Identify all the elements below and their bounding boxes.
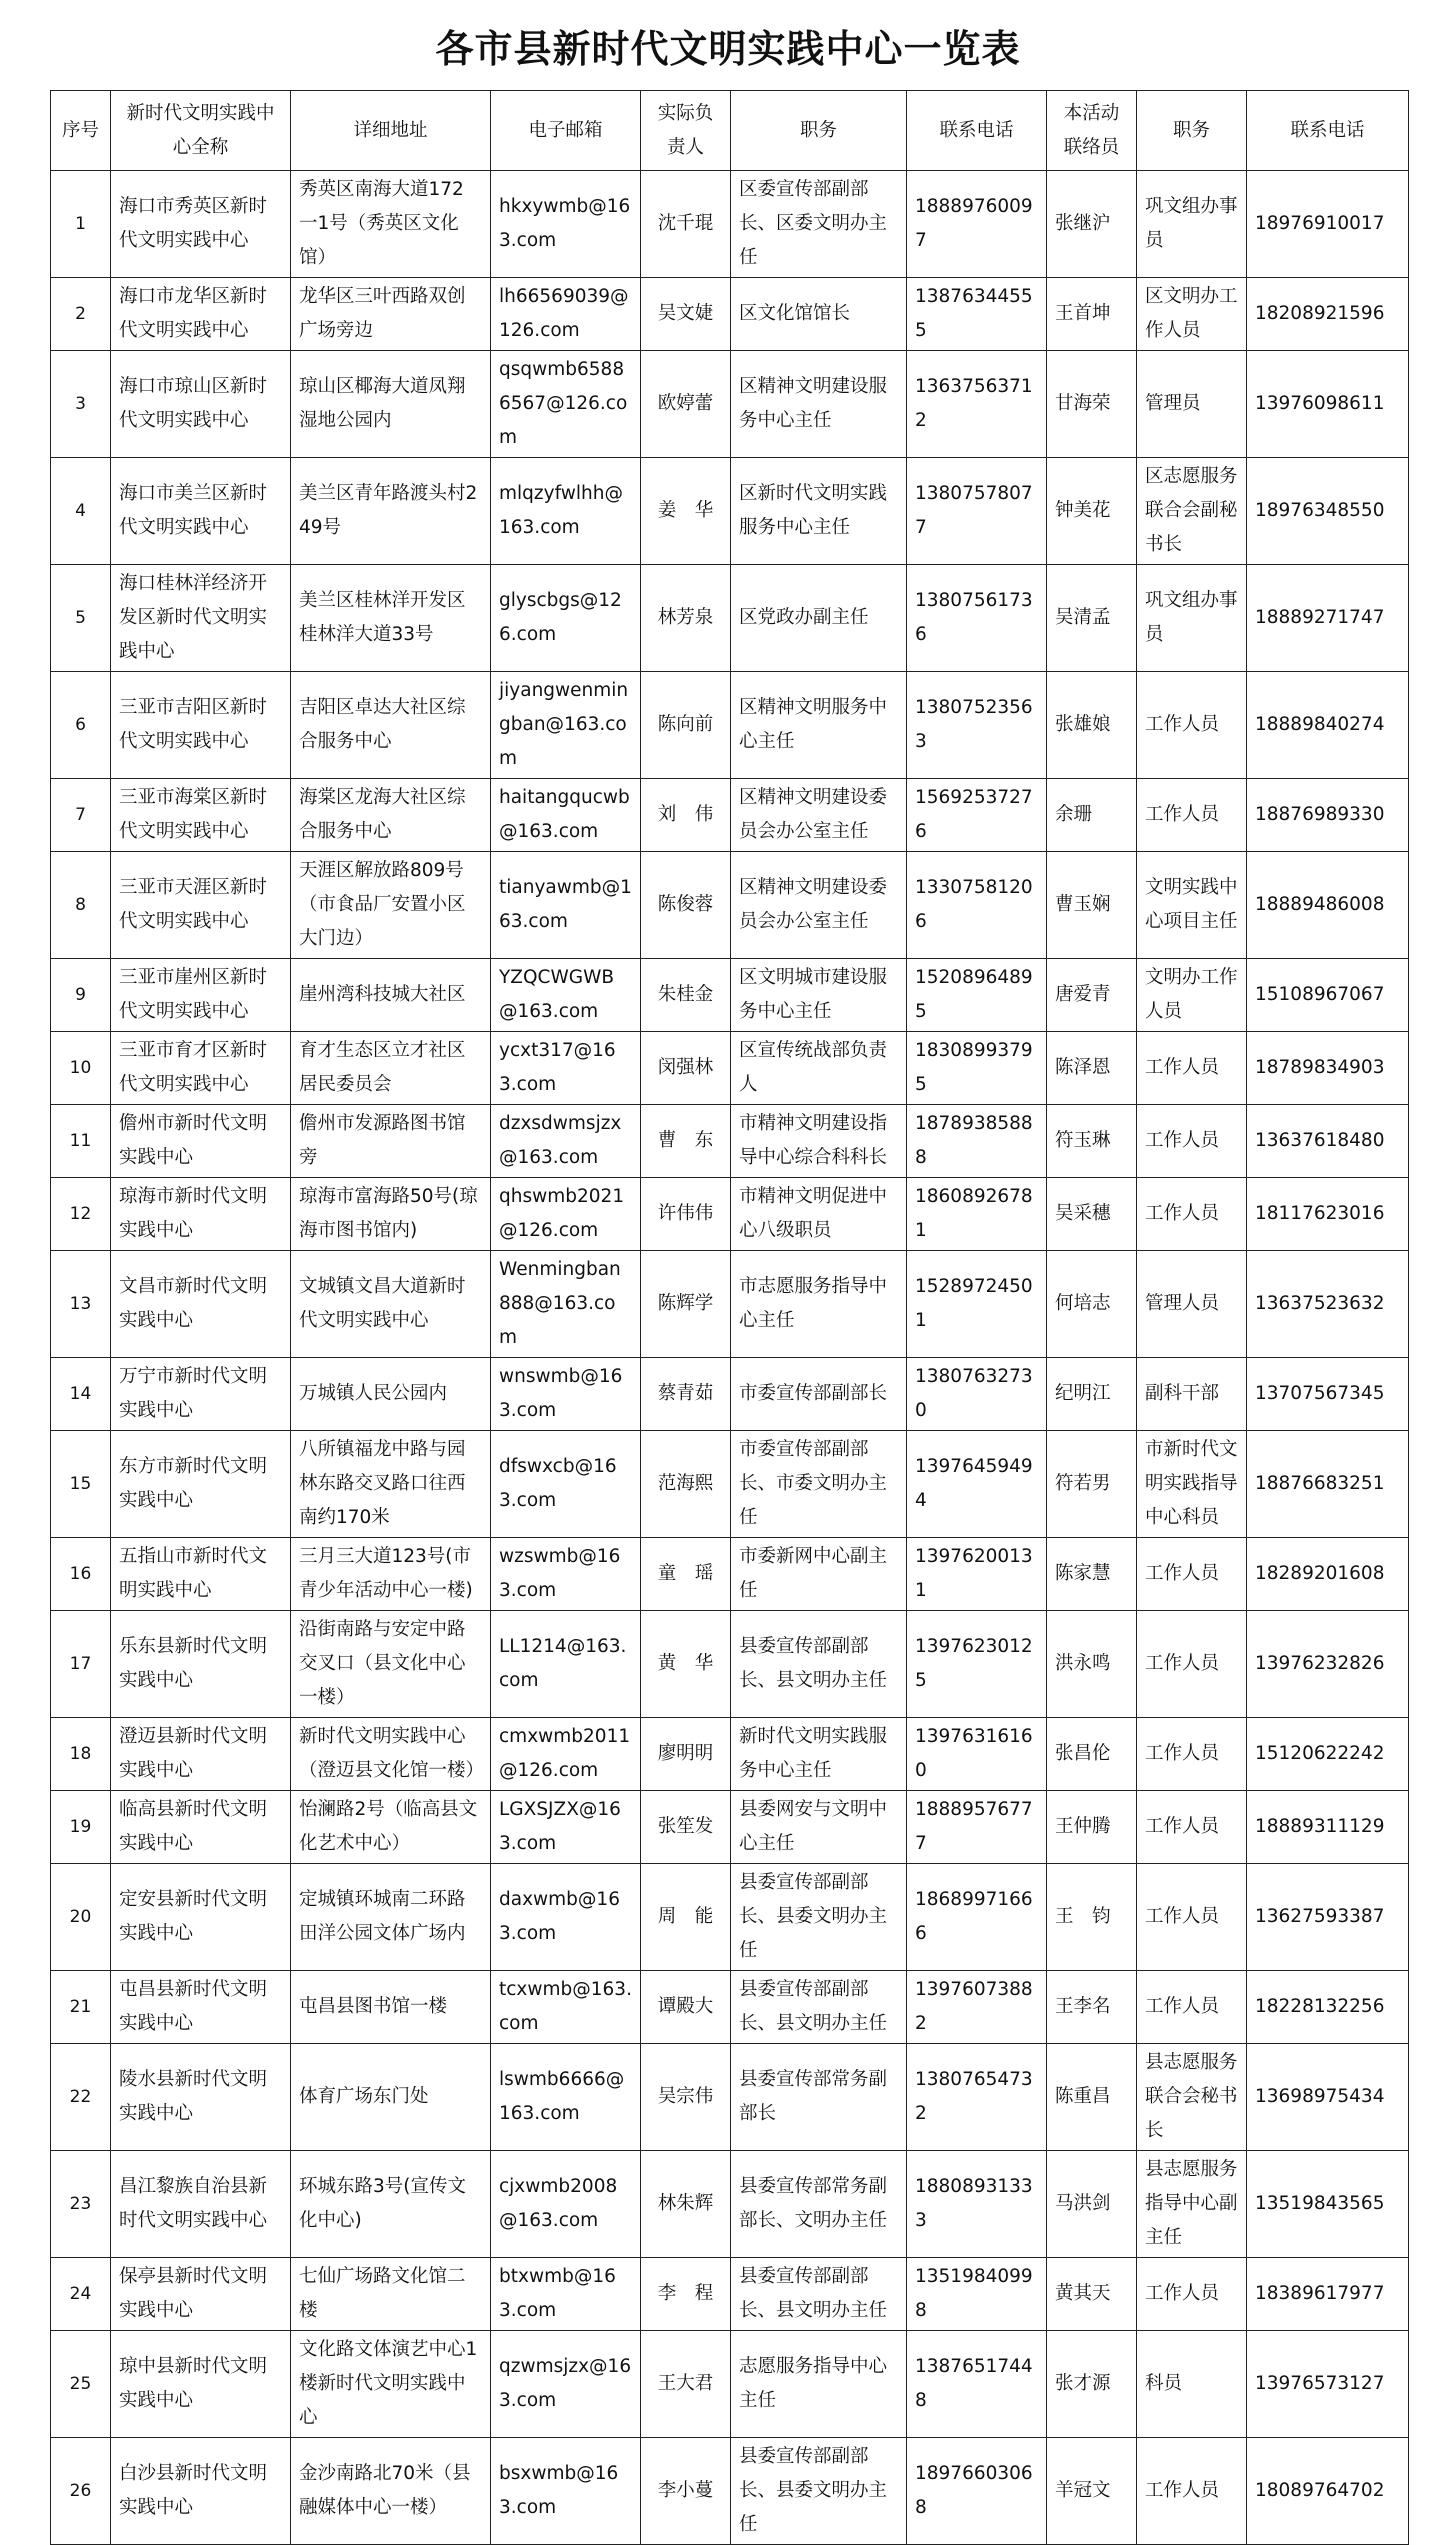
cell-liaison-phone: 18889840274 [1247,672,1409,779]
table-row [51,1791,1409,1864]
cell-address: 八所镇福龙中路与园林东路交叉路口往西南约170米 [291,1431,491,1538]
cell-liaison: 吴采穗 [1047,1178,1137,1251]
cell-liaison-phone: 18208921596 [1247,278,1409,351]
cell-person-in-charge: 姜 华 [641,458,731,565]
cell-address: 定城镇环城南二环路田洋公园文体广场内 [291,1864,491,1971]
cell-liaison-position: 县志愿服务指导中心副主任 [1137,2151,1247,2258]
cell-liaison-position: 工作人员 [1137,1178,1247,1251]
cell-liaison-position: 科员 [1137,2331,1247,2438]
cell-address: 儋州市发源路图书馆旁 [291,1105,491,1178]
cell-email: mlqzyfwlhh@163.com [491,458,641,565]
cell-liaison-position: 区志愿服务联合会副秘书长 [1137,458,1247,565]
cell-liaison-phone: 18976910017 [1247,171,1409,278]
cell-liaison-position: 工作人员 [1137,1032,1247,1105]
cell-email: jiyangwenmingban@163.com [491,672,641,779]
cell-index: 25 [51,2331,111,2438]
cell-index: 6 [51,672,111,779]
cell-index: 16 [51,1538,111,1611]
cell-liaison: 张继沪 [1047,171,1137,278]
cell-index: 10 [51,1032,111,1105]
cell-email: qzwmsjzx@163.com [491,2331,641,2438]
cell-center-name: 琼海市新时代文明实践中心 [111,1178,291,1251]
cell-email: lswmb6666@163.com [491,2044,641,2151]
table-row [51,278,1409,351]
table-row [51,2044,1409,2151]
cell-position: 市精神文明促进中心八级职员 [731,1178,907,1251]
cell-email: dzxsdwmsjzx@163.com [491,1105,641,1178]
header-row [51,91,1409,171]
cell-center-name: 海口市琼山区新时代文明实践中心 [111,351,291,458]
header-address: 详细地址 [291,91,491,171]
cell-person-in-charge: 蔡青茹 [641,1358,731,1431]
cell-phone: 18889760097 [907,171,1047,278]
cell-address: 崖州湾科技城大社区 [291,959,491,1032]
cell-position: 县委宣传部副部长、县委文明办主任 [731,2438,907,2545]
cell-address: 金沙南路北70米（县融媒体中心一楼） [291,2438,491,2545]
cell-liaison: 陈泽恩 [1047,1032,1137,1105]
cell-person-in-charge: 周 能 [641,1864,731,1971]
cell-position: 市志愿服务指导中心主任 [731,1251,907,1358]
table-row [51,959,1409,1032]
cell-phone: 13876344555 [907,278,1047,351]
cell-person-in-charge: 黄 华 [641,1611,731,1718]
cell-person-in-charge: 吴宗伟 [641,2044,731,2151]
cell-phone: 13807561736 [907,565,1047,672]
cell-liaison: 吴清孟 [1047,565,1137,672]
cell-phone: 18608926781 [907,1178,1047,1251]
cell-email: btxwmb@163.com [491,2258,641,2331]
cell-liaison: 王李名 [1047,1971,1137,2044]
cell-liaison-phone: 18976348550 [1247,458,1409,565]
cell-address: 天涯区解放路809号（市食品厂安置小区大门边） [291,852,491,959]
cell-center-name: 临高县新时代文明实践中心 [111,1791,291,1864]
cell-center-name: 海口市秀英区新时代文明实践中心 [111,171,291,278]
cell-person-in-charge: 童 瑶 [641,1538,731,1611]
table-row [51,672,1409,779]
cell-phone: 13976316160 [907,1718,1047,1791]
cell-liaison-position: 文明办工作人员 [1137,959,1247,1032]
header-liaison-phone: 联系电话 [1247,91,1409,171]
cell-liaison-position: 工作人员 [1137,672,1247,779]
cell-liaison-position: 巩文组办事员 [1137,565,1247,672]
table-row [51,1971,1409,2044]
cell-position: 县委宣传部副部长、县文明办主任 [731,1611,907,1718]
cell-address: 美兰区桂林洋开发区桂林洋大道33号 [291,565,491,672]
cell-address: 龙华区三叶西路双创广场旁边 [291,278,491,351]
cell-liaison-phone: 15120622242 [1247,1718,1409,1791]
cell-index: 14 [51,1358,111,1431]
cell-center-name: 海口市美兰区新时代文明实践中心 [111,458,291,565]
cell-liaison-position: 区文明办工作人员 [1137,278,1247,351]
cell-address: 琼山区椰海大道凤翔湿地公园内 [291,351,491,458]
cell-liaison-phone: 15108967067 [1247,959,1409,1032]
cell-index: 15 [51,1431,111,1538]
cell-email: qsqwmb65886567@126.com [491,351,641,458]
cell-center-name: 保亭县新时代文明实践中心 [111,2258,291,2331]
cell-address: 环城东路3号(宣传文化中心) [291,2151,491,2258]
cell-address: 吉阳区卓达大社区综合服务中心 [291,672,491,779]
cell-phone: 18976603068 [907,2438,1047,2545]
cell-center-name: 五指山市新时代文明实践中心 [111,1538,291,1611]
cell-person-in-charge: 沈千琨 [641,171,731,278]
cell-center-name: 三亚市吉阳区新时代文明实践中心 [111,672,291,779]
cell-liaison: 黄其天 [1047,2258,1137,2331]
cell-address: 三月三大道123号(市青少年活动中心一楼) [291,1538,491,1611]
cell-position: 县委宣传部副部长、县文明办主任 [731,1971,907,2044]
cell-liaison-phone: 18289201608 [1247,1538,1409,1611]
cell-liaison-position: 工作人员 [1137,1538,1247,1611]
cell-person-in-charge: 闵强林 [641,1032,731,1105]
header-liaison-position: 职务 [1137,91,1247,171]
cell-liaison: 钟美花 [1047,458,1137,565]
cell-liaison-phone: 18876989330 [1247,779,1409,852]
cell-phone: 13976073882 [907,1971,1047,2044]
header-person-in-charge: 实际负责人 [641,91,731,171]
cell-liaison: 陈家慧 [1047,1538,1137,1611]
cell-address: 七仙广场路文化馆二楼 [291,2258,491,2331]
cell-liaison-phone: 13698975434 [1247,2044,1409,2151]
cell-liaison: 马洪剑 [1047,2151,1137,2258]
cell-liaison: 羊冠文 [1047,2438,1137,2545]
header-email: 电子邮箱 [491,91,641,171]
cell-liaison: 纪明江 [1047,1358,1137,1431]
table-row [51,351,1409,458]
cell-position: 县委宣传部常务副部长 [731,2044,907,2151]
cell-address: 美兰区青年路渡头村249号 [291,458,491,565]
cell-person-in-charge: 王大君 [641,2331,731,2438]
cell-position: 市委宣传部副部长 [731,1358,907,1431]
cell-index: 22 [51,2044,111,2151]
cell-address: 育才生态区立才社区居民委员会 [291,1032,491,1105]
cell-email: bsxwmb@163.com [491,2438,641,2545]
cell-index: 1 [51,171,111,278]
cell-email: hkxywmb@163.com [491,171,641,278]
cell-liaison-phone: 18389617977 [1247,2258,1409,2331]
cell-address: 文城镇文昌大道新时代文明实践中心 [291,1251,491,1358]
cell-liaison-position: 工作人员 [1137,1105,1247,1178]
cell-liaison-position: 副科干部 [1137,1358,1247,1431]
cell-center-name: 昌江黎族自治县新时代文明实践中心 [111,2151,291,2258]
cell-email: tcxwmb@163.com [491,1971,641,2044]
cell-person-in-charge: 陈辉学 [641,1251,731,1358]
cell-liaison: 陈重昌 [1047,2044,1137,2151]
table-row [51,1358,1409,1431]
cell-liaison: 张才源 [1047,2331,1137,2438]
cell-liaison-position: 工作人员 [1137,1864,1247,1971]
cell-phone: 13807632730 [907,1358,1047,1431]
cell-center-name: 屯昌县新时代文明实践中心 [111,1971,291,2044]
cell-person-in-charge: 范海熙 [641,1431,731,1538]
cell-liaison: 甘海荣 [1047,351,1137,458]
cell-liaison-phone: 13627593387 [1247,1864,1409,1971]
cell-liaison-position: 管理员 [1137,351,1247,458]
table-row [51,1431,1409,1538]
cell-liaison: 余珊 [1047,779,1137,852]
cell-liaison: 张雄娘 [1047,672,1137,779]
cell-phone: 13807523563 [907,672,1047,779]
cell-liaison-position: 巩文组办事员 [1137,171,1247,278]
cell-person-in-charge: 张笙发 [641,1791,731,1864]
table-row [51,1611,1409,1718]
table-row [51,1718,1409,1791]
cell-position: 区精神文明建设委员会办公室主任 [731,852,907,959]
cell-index: 23 [51,2151,111,2258]
cell-index: 19 [51,1791,111,1864]
cell-liaison: 何培志 [1047,1251,1137,1358]
cell-person-in-charge: 许伟伟 [641,1178,731,1251]
cell-center-name: 海口市龙华区新时代文明实践中心 [111,278,291,351]
cell-center-name: 万宁市新时代文明实践中心 [111,1358,291,1431]
cell-phone: 18889576777 [907,1791,1047,1864]
table-row [51,171,1409,278]
cell-index: 17 [51,1611,111,1718]
cell-center-name: 琼中县新时代文明实践中心 [111,2331,291,2438]
cell-phone: 18689971666 [907,1864,1047,1971]
cell-phone: 13637563712 [907,351,1047,458]
cell-liaison: 洪永鸣 [1047,1611,1137,1718]
cell-phone: 13807654732 [907,2044,1047,2151]
cell-person-in-charge: 陈向前 [641,672,731,779]
cell-phone: 15289724501 [907,1251,1047,1358]
cell-phone: 13976459494 [907,1431,1047,1538]
cell-liaison-phone: 18876683251 [1247,1431,1409,1538]
cell-index: 9 [51,959,111,1032]
cell-person-in-charge: 林朱辉 [641,2151,731,2258]
cell-index: 7 [51,779,111,852]
cell-phone: 18789385888 [907,1105,1047,1178]
header-phone: 联系电话 [907,91,1047,171]
cell-email: ycxt317@163.com [491,1032,641,1105]
cell-position: 志愿服务指导中心主任 [731,2331,907,2438]
cell-liaison: 唐爱青 [1047,959,1137,1032]
cell-index: 3 [51,351,111,458]
cell-email: LGXSJZX@163.com [491,1791,641,1864]
table-row [51,2151,1409,2258]
cell-position: 市精神文明建设指导中心综合科科长 [731,1105,907,1178]
cell-email: tianyawmb@163.com [491,852,641,959]
table-row [51,1032,1409,1105]
cell-email: wnswmb@163.com [491,1358,641,1431]
cell-index: 5 [51,565,111,672]
cell-liaison-position: 工作人员 [1137,2258,1247,2331]
cell-address: 体育广场东门处 [291,2044,491,2151]
table-row [51,779,1409,852]
cell-liaison-phone: 13976573127 [1247,2331,1409,2438]
table-row [51,2258,1409,2331]
table-row [51,458,1409,565]
cell-center-name: 文昌市新时代文明实践中心 [111,1251,291,1358]
cell-address: 海棠区龙海大社区综合服务中心 [291,779,491,852]
cell-position: 县委宣传部副部长、县委文明办主任 [731,1864,907,1971]
cell-center-name: 澄迈县新时代文明实践中心 [111,1718,291,1791]
cell-liaison-phone: 13976232826 [1247,1611,1409,1718]
cell-email: Wenmingban888@163.com [491,1251,641,1358]
cell-person-in-charge: 林芳泉 [641,565,731,672]
cell-index: 11 [51,1105,111,1178]
cell-center-name: 乐东县新时代文明实践中心 [111,1611,291,1718]
cell-liaison-position: 市新时代文明实践指导中心科员 [1137,1431,1247,1538]
cell-position: 新时代文明实践服务中心主任 [731,1718,907,1791]
cell-person-in-charge: 曹 东 [641,1105,731,1178]
header-index: 序号 [51,91,111,171]
table-row [51,1251,1409,1358]
cell-index: 18 [51,1718,111,1791]
cell-liaison-phone: 18789834903 [1247,1032,1409,1105]
header-position: 职务 [731,91,907,171]
cell-email: dfswxcb@163.com [491,1431,641,1538]
cell-liaison-phone: 13519843565 [1247,2151,1409,2258]
cell-liaison-position: 县志愿服务联合会秘书长 [1137,2044,1247,2151]
table-row [51,1538,1409,1611]
cell-index: 8 [51,852,111,959]
cell-person-in-charge: 廖明明 [641,1718,731,1791]
cell-position: 市委宣传部副部长、市委文明办主任 [731,1431,907,1538]
cell-liaison-phone: 18889486008 [1247,852,1409,959]
cell-liaison: 张昌伦 [1047,1718,1137,1791]
cell-person-in-charge: 朱桂金 [641,959,731,1032]
cell-person-in-charge: 欧婷蕾 [641,351,731,458]
table-row [51,1105,1409,1178]
cell-liaison: 符玉琳 [1047,1105,1137,1178]
cell-index: 26 [51,2438,111,2545]
cell-center-name: 三亚市海棠区新时代文明实践中心 [111,779,291,852]
cell-center-name: 东方市新时代文明实践中心 [111,1431,291,1538]
cell-email: haitangqucwb@163.com [491,779,641,852]
centers-table [50,90,1409,2545]
cell-position: 市委新网中心副主任 [731,1538,907,1611]
cell-phone: 13876517448 [907,2331,1047,2438]
cell-address: 新时代文明实践中心（澄迈县文化馆一楼） [291,1718,491,1791]
cell-center-name: 三亚市育才区新时代文明实践中心 [111,1032,291,1105]
cell-liaison: 王仲腾 [1047,1791,1137,1864]
cell-address: 琼海市富海路50号(琼海市图书馆内) [291,1178,491,1251]
cell-index: 12 [51,1178,111,1251]
cell-position: 区宣传统战部负责人 [731,1032,907,1105]
cell-liaison-phone: 13637523632 [1247,1251,1409,1358]
cell-position: 区精神文明建设委员会办公室主任 [731,779,907,852]
cell-address: 怡澜路2号（临高县文化艺术中心） [291,1791,491,1864]
cell-liaison-position: 工作人员 [1137,1611,1247,1718]
cell-position: 区党政办副主任 [731,565,907,672]
cell-phone: 13307581206 [907,852,1047,959]
cell-phone: 15692537276 [907,779,1047,852]
cell-email: LL1214@163.com [491,1611,641,1718]
cell-email: cmxwmb2011@126.com [491,1718,641,1791]
cell-person-in-charge: 陈俊蓉 [641,852,731,959]
cell-liaison-position: 工作人员 [1137,1971,1247,2044]
header-liaison: 本活动联络员 [1047,91,1137,171]
cell-person-in-charge: 李 程 [641,2258,731,2331]
cell-liaison-phone: 13976098611 [1247,351,1409,458]
cell-liaison-phone: 18228132256 [1247,1971,1409,2044]
cell-position: 区精神文明建设服务中心主任 [731,351,907,458]
cell-center-name: 儋州市新时代文明实践中心 [111,1105,291,1178]
cell-email: daxwmb@163.com [491,1864,641,1971]
cell-liaison-position: 工作人员 [1137,779,1247,852]
cell-position: 区新时代文明实践服务中心主任 [731,458,907,565]
cell-phone: 18808931333 [907,2151,1047,2258]
header-center-name: 新时代文明实践中心全称 [111,91,291,171]
cell-position: 区精神文明服务中心主任 [731,672,907,779]
page-title: 各市县新时代文明实践中心一览表 [435,27,1021,71]
cell-index: 13 [51,1251,111,1358]
cell-liaison-position: 工作人员 [1137,2438,1247,2545]
cell-index: 2 [51,278,111,351]
cell-index: 24 [51,2258,111,2331]
cell-person-in-charge: 吴文婕 [641,278,731,351]
table-row [51,2331,1409,2438]
table-row [51,852,1409,959]
cell-address: 万城镇人民公园内 [291,1358,491,1431]
cell-liaison: 符若男 [1047,1431,1137,1538]
cell-phone: 13976200131 [907,1538,1047,1611]
cell-phone: 15208964895 [907,959,1047,1032]
table-row [51,1178,1409,1251]
cell-liaison-phone: 18089764702 [1247,2438,1409,2545]
cell-liaison-phone: 18889271747 [1247,565,1409,672]
cell-center-name: 海口桂林洋经济开发区新时代文明实践中心 [111,565,291,672]
cell-position: 县委宣传部副部长、县文明办主任 [731,2258,907,2331]
cell-address: 秀英区南海大道172一1号（秀英区文化馆） [291,171,491,278]
cell-center-name: 三亚市崖州区新时代文明实践中心 [111,959,291,1032]
cell-liaison-phone: 18117623016 [1247,1178,1409,1251]
cell-email: cjxwmb2008@163.com [491,2151,641,2258]
cell-index: 4 [51,458,111,565]
cell-position: 县委宣传部常务副部长、文明办主任 [731,2151,907,2258]
cell-liaison: 曹玉娴 [1047,852,1137,959]
cell-center-name: 定安县新时代文明实践中心 [111,1864,291,1971]
cell-index: 21 [51,1971,111,2044]
cell-position: 县委网安与文明中心主任 [731,1791,907,1864]
cell-liaison: 王首坤 [1047,278,1137,351]
cell-address: 沿街南路与安定中路交叉口（县文化中心一楼） [291,1611,491,1718]
cell-person-in-charge: 谭殿大 [641,1971,731,2044]
cell-address: 文化路文体演艺中心1楼新时代文明实践中心 [291,2331,491,2438]
table-row [51,2438,1409,2545]
cell-email: YZQCWGWB@163.com [491,959,641,1032]
cell-phone: 13976230125 [907,1611,1047,1718]
cell-position: 区文化馆馆长 [731,278,907,351]
table-row [51,1864,1409,1971]
cell-liaison-position: 工作人员 [1137,1791,1247,1864]
cell-email: glyscbgs@126.com [491,565,641,672]
cell-email: wzswmb@163.com [491,1538,641,1611]
cell-phone: 18308993795 [907,1032,1047,1105]
cell-email: qhswmb2021@126.com [491,1178,641,1251]
table-row [51,565,1409,672]
cell-phone: 13807578077 [907,458,1047,565]
cell-person-in-charge: 李小蔓 [641,2438,731,2545]
cell-liaison-position: 文明实践中心项目主任 [1137,852,1247,959]
cell-position: 区文明城市建设服务中心主任 [731,959,907,1032]
cell-position: 区委宣传部副部长、区委文明办主任 [731,171,907,278]
cell-liaison-phone: 13637618480 [1247,1105,1409,1178]
cell-person-in-charge: 刘 伟 [641,779,731,852]
cell-liaison-phone: 13707567345 [1247,1358,1409,1431]
cell-center-name: 三亚市天涯区新时代文明实践中心 [111,852,291,959]
cell-liaison-position: 工作人员 [1137,1718,1247,1791]
cell-address: 屯昌县图书馆一楼 [291,1971,491,2044]
cell-center-name: 陵水县新时代文明实践中心 [111,2044,291,2151]
cell-liaison: 王 钧 [1047,1864,1137,1971]
cell-liaison-phone: 18889311129 [1247,1791,1409,1864]
cell-email: lh66569039@126.com [491,278,641,351]
cell-phone: 13519840998 [907,2258,1047,2331]
cell-liaison-position: 管理人员 [1137,1251,1247,1358]
cell-index: 20 [51,1864,111,1971]
cell-center-name: 白沙县新时代文明实践中心 [111,2438,291,2545]
